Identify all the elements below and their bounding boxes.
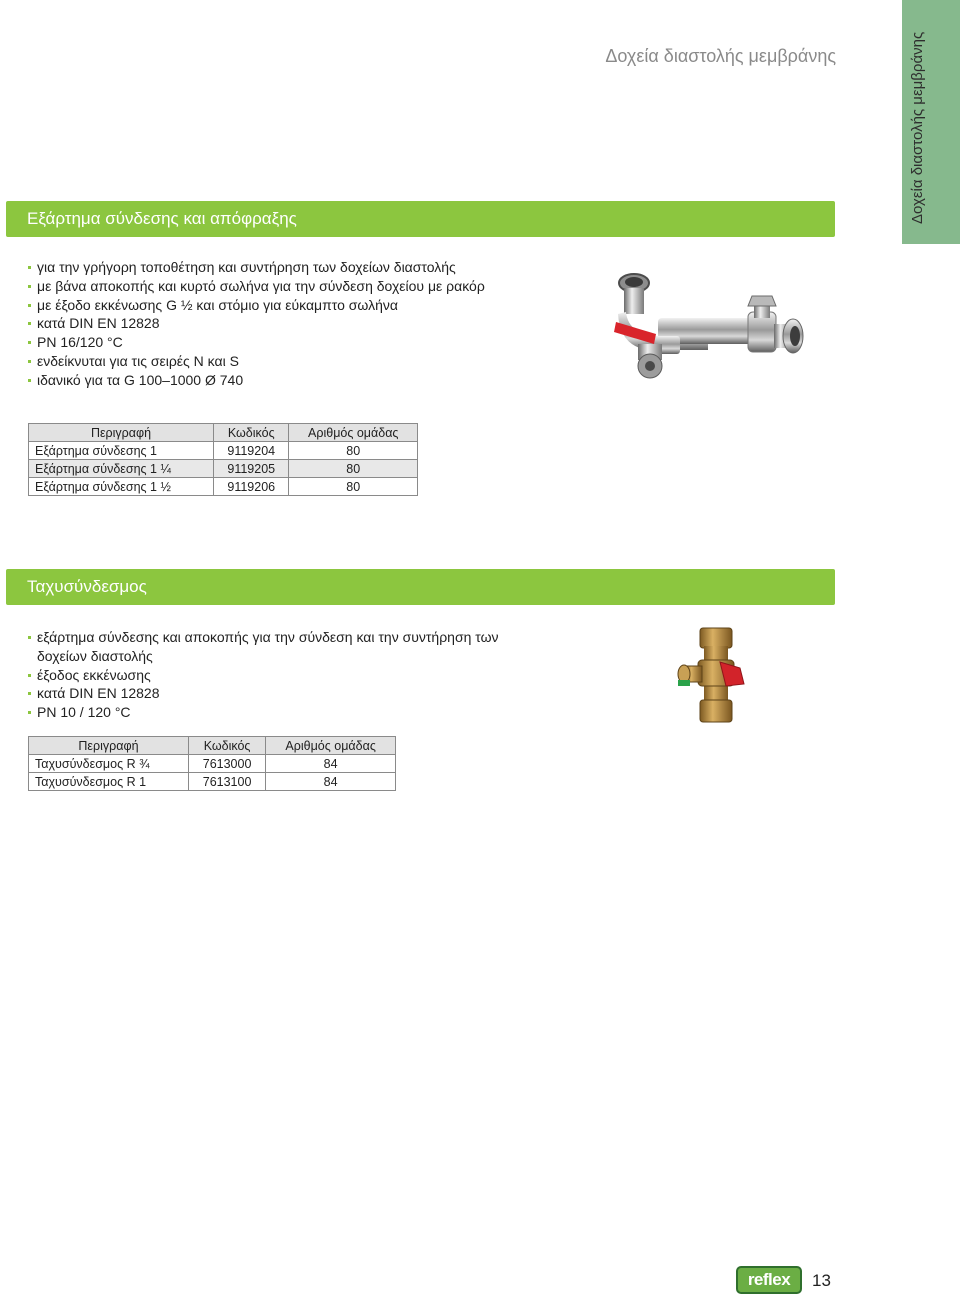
cell-code: 7613000 [188, 755, 265, 773]
reflex-logo: reflex [736, 1266, 802, 1294]
cell-group-number: 84 [266, 755, 396, 773]
cell-group-number: 80 [289, 478, 418, 496]
feature-list-connection-fitting [28, 258, 588, 390]
cell-description: Ταχυσύνδεσμος R 1 [29, 773, 189, 791]
table-row [29, 478, 418, 496]
feature-item: PN 10 / 120 °C [28, 703, 518, 722]
feature-item: με έξοδο εκκένωσης G ½ και στόμιο για εύκαμπτο σωλήνα [28, 296, 588, 315]
connection-fitting-image [608, 266, 808, 384]
cell-description: Ταχυσύνδεσμος R ¾ [29, 755, 189, 773]
connection-fitting-table [28, 423, 418, 496]
table-header-row [29, 737, 396, 755]
table-header-row [29, 424, 418, 442]
column-header-description: Περιγραφή [29, 424, 214, 442]
side-tab-label: Δοχεία διαστολής μεμβράνης [909, 31, 926, 224]
page-number: 13 [812, 1271, 831, 1290]
feature-item: ιδανικό για τα G 100–1000 Ø 740 [28, 371, 588, 390]
column-header-code: Κωδικός [214, 424, 289, 442]
feature-item: κατά DIN EN 12828 [28, 314, 588, 333]
quick-coupling-table [28, 736, 396, 791]
cell-code: 9119204 [214, 442, 289, 460]
table-row [29, 442, 418, 460]
table-row [29, 773, 396, 791]
column-header-group-number: Αριθμός ομάδας [266, 737, 396, 755]
cell-code: 9119206 [214, 478, 289, 496]
cell-group-number: 80 [289, 442, 418, 460]
cell-code: 9119205 [214, 460, 289, 478]
feature-list-quick-coupling [28, 628, 518, 722]
feature-item: για την γρήγορη τοποθέτηση και συντήρηση των δοχείων διαστολής [28, 258, 588, 277]
cell-group-number: 84 [266, 773, 396, 791]
table-row [29, 755, 396, 773]
table-row [29, 460, 418, 478]
section-title-quick-coupling: Ταχυσύνδεσμος [6, 569, 835, 605]
feature-item: ενδείκνυται για τις σειρές N και S [28, 352, 588, 371]
feature-item: έξοδος εκκένωσης [28, 666, 518, 685]
column-header-group-number: Αριθμός ομάδας [289, 424, 418, 442]
cell-description: Εξάρτημα σύνδεσης 1 ½ [29, 478, 214, 496]
feature-item: PN 16/120 °C [28, 333, 588, 352]
feature-item: κατά DIN EN 12828 [28, 684, 518, 703]
cell-group-number: 80 [289, 460, 418, 478]
cell-description: Εξάρτημα σύνδεσης 1 ¼ [29, 460, 214, 478]
column-header-description: Περιγραφή [29, 737, 189, 755]
column-header-code: Κωδικός [188, 737, 265, 755]
page-header-title: Δοχεία διαστολής μεμβράνης [605, 46, 836, 66]
side-tab [902, 0, 960, 244]
feature-item: εξάρτημα σύνδεσης και αποκοπής για την σύνδεση και την συντήρηση των δοχείων διαστολής [28, 628, 518, 666]
section-title-connection-fitting: Εξάρτημα σύνδεσης και απόφραξης [6, 201, 835, 237]
cell-code: 7613100 [188, 773, 265, 791]
cell-description: Εξάρτημα σύνδεσης 1 [29, 442, 214, 460]
feature-item: με βάνα αποκοπής και κυρτό σωλήνα για την σύνδεση δοχείου με ρακόρ [28, 277, 588, 296]
quick-coupling-image [668, 624, 748, 726]
